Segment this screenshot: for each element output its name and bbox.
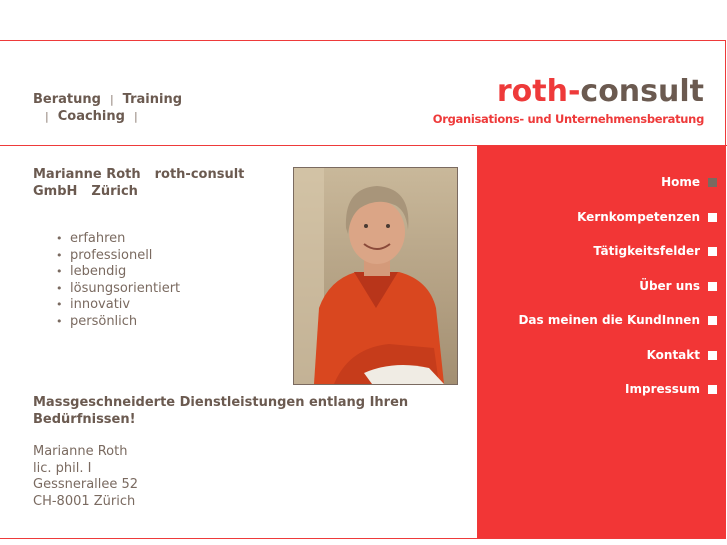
topnav-link-training[interactable]: Training: [122, 92, 183, 107]
intro-person: Marianne Roth: [33, 167, 141, 182]
portrait-photo: [293, 167, 458, 385]
sidebar-item-label: Kernkompetenzen: [577, 209, 700, 224]
list-item: • lebendig: [70, 264, 180, 281]
sidebar-item-taetigkeitsfelder[interactable]: [518, 244, 717, 279]
sidebar-item-impressum[interactable]: [518, 382, 717, 417]
address-city: CH-8001 Zürich: [33, 493, 136, 509]
list-item: • persönlich: [70, 314, 180, 331]
active-square-icon: [708, 178, 717, 187]
intro-heading: [33, 166, 283, 200]
list-item: • innovativ: [70, 297, 180, 314]
portrait-illustration: [294, 168, 457, 384]
list-item: • lösungsorientiert: [70, 281, 180, 298]
sidebar-item-label: Home: [661, 175, 700, 189]
qualities-list: [55, 231, 180, 330]
address-street: Gessnerallee 52: [33, 477, 139, 492]
list-item: • erfahren: [70, 231, 180, 248]
sidebar-item-kundinnen[interactable]: [518, 313, 717, 348]
sidebar-menu: [518, 175, 717, 417]
logo-tagline: Organisations- und Unternehmensberatung: [432, 112, 704, 126]
topnav-link-coaching[interactable]: Coaching: [57, 109, 125, 124]
sidebar-item-label: Tätigkeitsfelder: [593, 244, 700, 258]
sidebar-item-home[interactable]: [518, 175, 717, 210]
top-navigation: [33, 91, 253, 125]
address-block: [33, 444, 138, 510]
sidebar-item-label: Impressum: [625, 382, 700, 396]
logo-wordmark-consult: consult: [580, 74, 704, 109]
list-item: • professionell: [70, 248, 180, 265]
intro-company: roth-consult: [154, 167, 245, 182]
square-icon: [708, 316, 717, 325]
topnav-link-beratung[interactable]: Beratung: [33, 92, 101, 107]
sidebar-item-label: Das meinen die KundInnen: [518, 313, 700, 327]
sidebar-item-ueber-uns[interactable]: [518, 279, 717, 314]
sidebar-item-kontakt[interactable]: [518, 348, 717, 383]
nav-separator: |: [45, 110, 49, 123]
nav-separator: |: [133, 110, 138, 123]
sidebar-item-label: Über uns: [639, 278, 700, 293]
intro-company-suffix: GmbH: [33, 184, 78, 199]
intro-city: Zürich: [91, 184, 138, 199]
site-logo[interactable]: [432, 74, 707, 130]
square-icon: [708, 213, 717, 222]
square-icon: [708, 247, 717, 256]
square-icon: [708, 385, 717, 394]
square-icon: [708, 351, 717, 360]
logo-wordmark-roth: roth-: [496, 74, 581, 109]
sidebar-item-label: Kontakt: [646, 347, 700, 362]
nav-separator: |: [109, 93, 114, 106]
address-title: lic. phil. I: [33, 460, 92, 476]
logo-wordmark: [497, 74, 704, 109]
sidebar-item-kernkompetenzen[interactable]: [518, 210, 717, 245]
tagline: Massgeschneiderte Dienstleistungen entlang Ihren Bedürfnissen!: [33, 395, 409, 427]
address-name: Marianne Roth: [33, 444, 128, 459]
square-icon: [708, 282, 717, 291]
